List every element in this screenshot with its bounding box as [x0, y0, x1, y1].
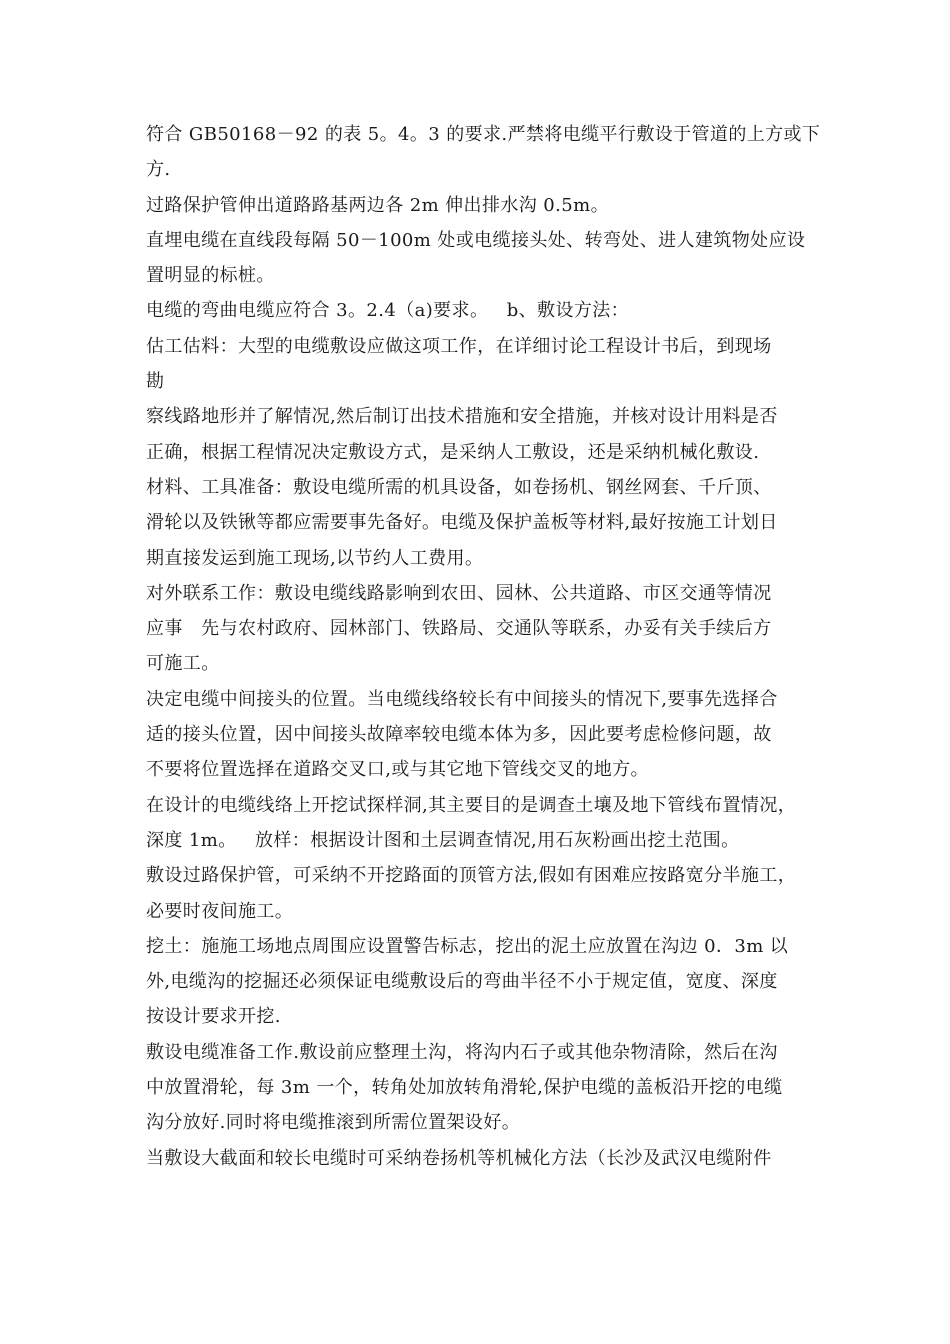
- text-line: 不要将位置选择在道路交叉口,或与其它地下管线交叉的地方。: [146, 759, 649, 781]
- text-line: 对外联系工作：敷设电缆线路影响到农田、园林、公共道路、市区交通等情况: [146, 582, 772, 604]
- text-line: 中放置滑轮，每 3m 一个，转角处加放转角滑轮,保护电缆的盖板沿开挖的电缆: [146, 1077, 783, 1099]
- text-line: 可施工。: [146, 653, 220, 675]
- text-line: 决定电缆中间接头的位置。当电缆线络较长有中间接头的情况下,要事先选择合: [146, 688, 778, 710]
- text-line: 符合 GB50168－92 的表 5。4。3 的要求.严禁将电缆平行敷设于管道的上方或下: [146, 124, 821, 145]
- text-line: 必要时夜间施工。: [146, 900, 294, 922]
- text-line: 挖土：施施工场地点周围应设置警告标志，挖出的泥土应放置在沟边 0．3m 以: [146, 935, 789, 957]
- text-line: 敷设电缆准备工作.敷设前应整理土沟，将沟内石子或其他杂物清除，然后在沟: [146, 1041, 778, 1063]
- text-line: 滑轮以及铁锹等都应需要事先备好。电缆及保护盖板等材料,最好按施工计划日: [146, 512, 778, 534]
- text-line: 察线路地形并了解情况,然后制订出技术措施和安全措施，并核对设计用料是否: [146, 406, 778, 428]
- text-line: 应事 先与农村政府、园林部门、铁路局、交通队等联系，办妥有关手续后方: [146, 618, 772, 640]
- text-line: 敷设过路保护管，可采纳不开挖路面的顶管方法,假如有困难应按路宽分半施工，: [146, 865, 797, 887]
- text-line: 正确，根据工程情况决定敷设方式，是采纳人工敷设，还是采纳机械化敷设.: [146, 441, 760, 463]
- text-line: 方.: [146, 159, 171, 181]
- text-line: 外,电缆沟的挖掘还必须保证电缆敷设后的弯曲半径不小于规定值，宽度、深度: [146, 971, 778, 993]
- text-line: 按设计要求开挖.: [146, 1006, 281, 1028]
- text-line: 适的接头位置，因中间接头故障率较电缆本体为多，因此要考虑检修问题，故: [146, 724, 772, 746]
- text-line: 深度 1m。 放样：根据设计图和土层调查情况,用石灰粉画出挖土范围。: [146, 829, 740, 851]
- text-line: 材料、工具准备：敷设电缆所需的机具设备，如卷扬机、钢丝网套、千斤顶、: [146, 476, 772, 498]
- text-line: 在设计的电缆线络上开挖试探样洞,其主要目的是调查土壤及地下管线布置情况，: [146, 794, 797, 816]
- text-line: 当敷设大截面和较长电缆时可采纳卷扬机等机械化方法（长沙及武汉电缆附件: [146, 1147, 772, 1169]
- text-line: 电缆的弯曲电缆应符合 3。2.4（a)要求。 b、敷设方法：: [146, 300, 630, 322]
- text-line: 期直接发运到施工现场,以节约人工费用。: [146, 547, 484, 569]
- document-body: [146, 117, 822, 1176]
- text-line: 沟分放好.同时将电缆推滚到所需位置架设好。: [146, 1112, 521, 1134]
- text-line: 置明显的标桩。: [146, 265, 275, 287]
- text-line: 直埋电缆在直线段每隔 50－100m 处或电缆接头处、转弯处、进人建筑物处应设: [146, 229, 806, 251]
- text-line: 估工估料：大型的电缆敷设应做这项工作，在详细讨论工程设计书后，到现场: [146, 335, 772, 357]
- text-line: 过路保护管伸出道路路基两边各 2m 伸出排水沟 0.5m。: [146, 194, 609, 216]
- text-line: 勘: [146, 371, 165, 393]
